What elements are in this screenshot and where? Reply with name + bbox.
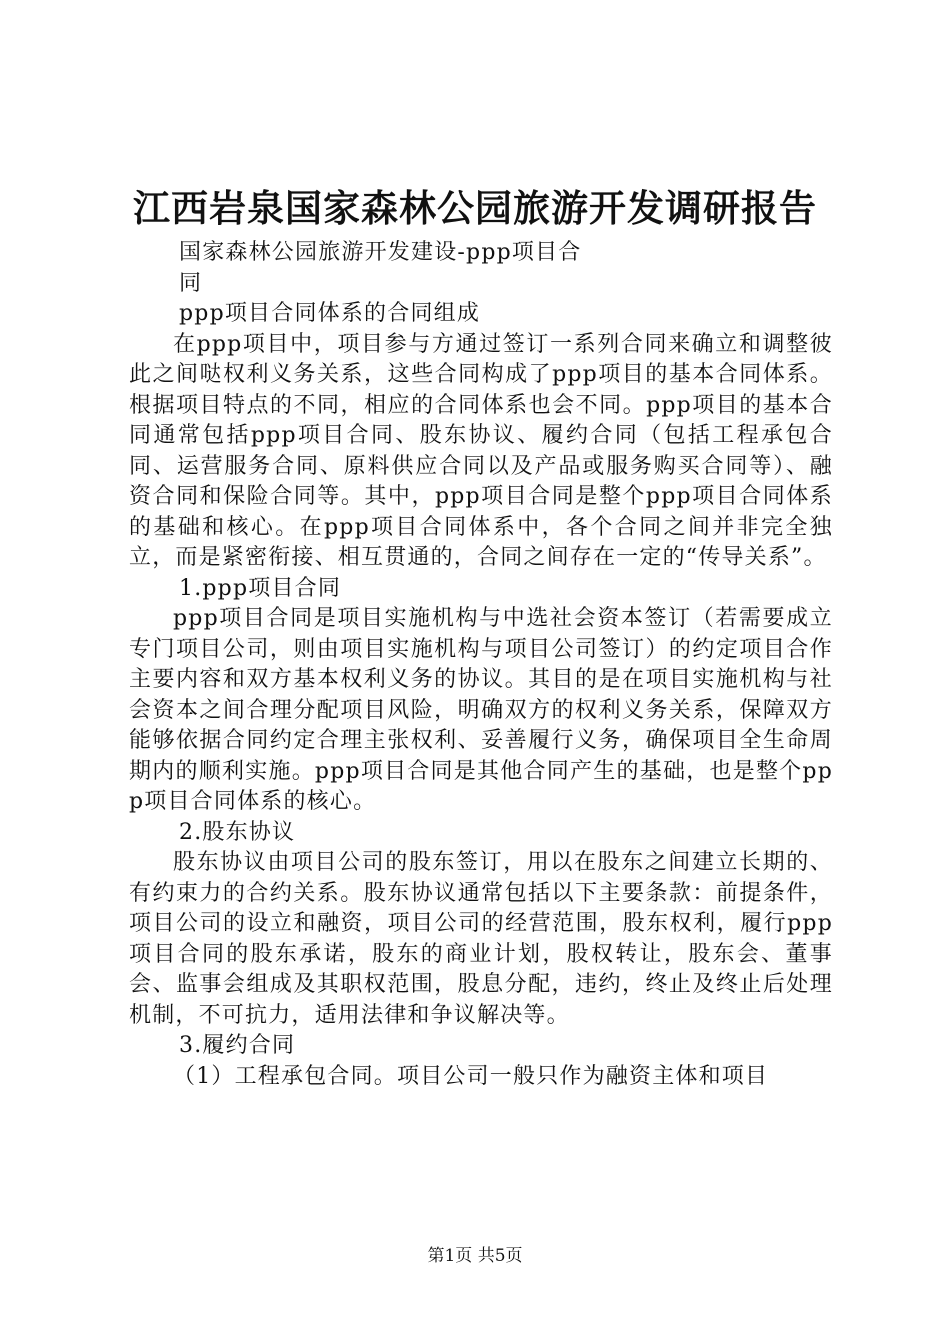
- paragraph-body: （1）工程承包合同。项目公司一般只作为融资主体和项目: [173, 1063, 769, 1089]
- paragraph-heading-3: 3.履约合同: [179, 1033, 296, 1058]
- paragraph-body: ppp项目合同是项目实施机构与中选社会资本签订（若需要成立专门项目公司，则由项目实施机构与项目公司签订）的约定项目合作主要内容和双方基本权利义务的协议。其目的是在项目实施机构与社会资本之间合理分配项目风险，明确双方的权利义务关系，保障双方能够依据合同约定合理主张权利、妥善履行义务，确保项目全生命周期内的顺利实施。ppp项目合同是其他合同产生的基础，也是整个ppp项目合同体系的核心。: [129, 606, 833, 814]
- paragraph-section-heading: ppp项目合同体系的合同组成: [179, 301, 481, 326]
- document-body: [129, 238, 833, 1092]
- page-footer: 第1页 共5页: [427, 1246, 523, 1266]
- paragraph-body: 股东协议由项目公司的股东签订，用以在股东之间建立长期的、有约束力的合约关系。股东协议通常包括以下主要条款：前提条件，项目公司的设立和融资，项目公司的经营范围，股东权利，履行ppp项目合同的股东承诺，股东的商业计划，股权转让，股东会、董事会、监事会组成及其职权范围，股息分配，违约，终止及终止后处理机制，不可抗力，适用法律和争议解决等。: [129, 850, 833, 1028]
- paragraph-heading-1: 1.ppp项目合同: [179, 575, 342, 601]
- paragraph-subtitle: 国家森林公园旅游开发建设-ppp项目合同: [179, 240, 582, 296]
- document-title: 江西岩泉国家森林公园旅游开发调研报告: [133, 186, 817, 230]
- paragraph-heading-2: 2.股东协议: [179, 819, 296, 845]
- paragraph-body: 在ppp项目中，项目参与方通过签订一系列合同来确立和调整彼此之间哒权利义务关系，这些合同构成了ppp项目的基本合同体系。根据项目特点的不同，相应的合同体系也会不同。ppp项目的基本合同通常包括ppp项目合同、股东协议、履约合同（包括工程承包合同、运营服务合同、原料供应合同以及产品或服务购买合同等）、融资合同和保险合同等。其中，ppp项目合同是整个ppp项目合同体系的基础和核心。在ppp项目合同体系中，各个合同之间并非完全独立，而是紧密衔接、相互贯通的，合同之间存在一定的“传导关系”。: [129, 331, 833, 570]
